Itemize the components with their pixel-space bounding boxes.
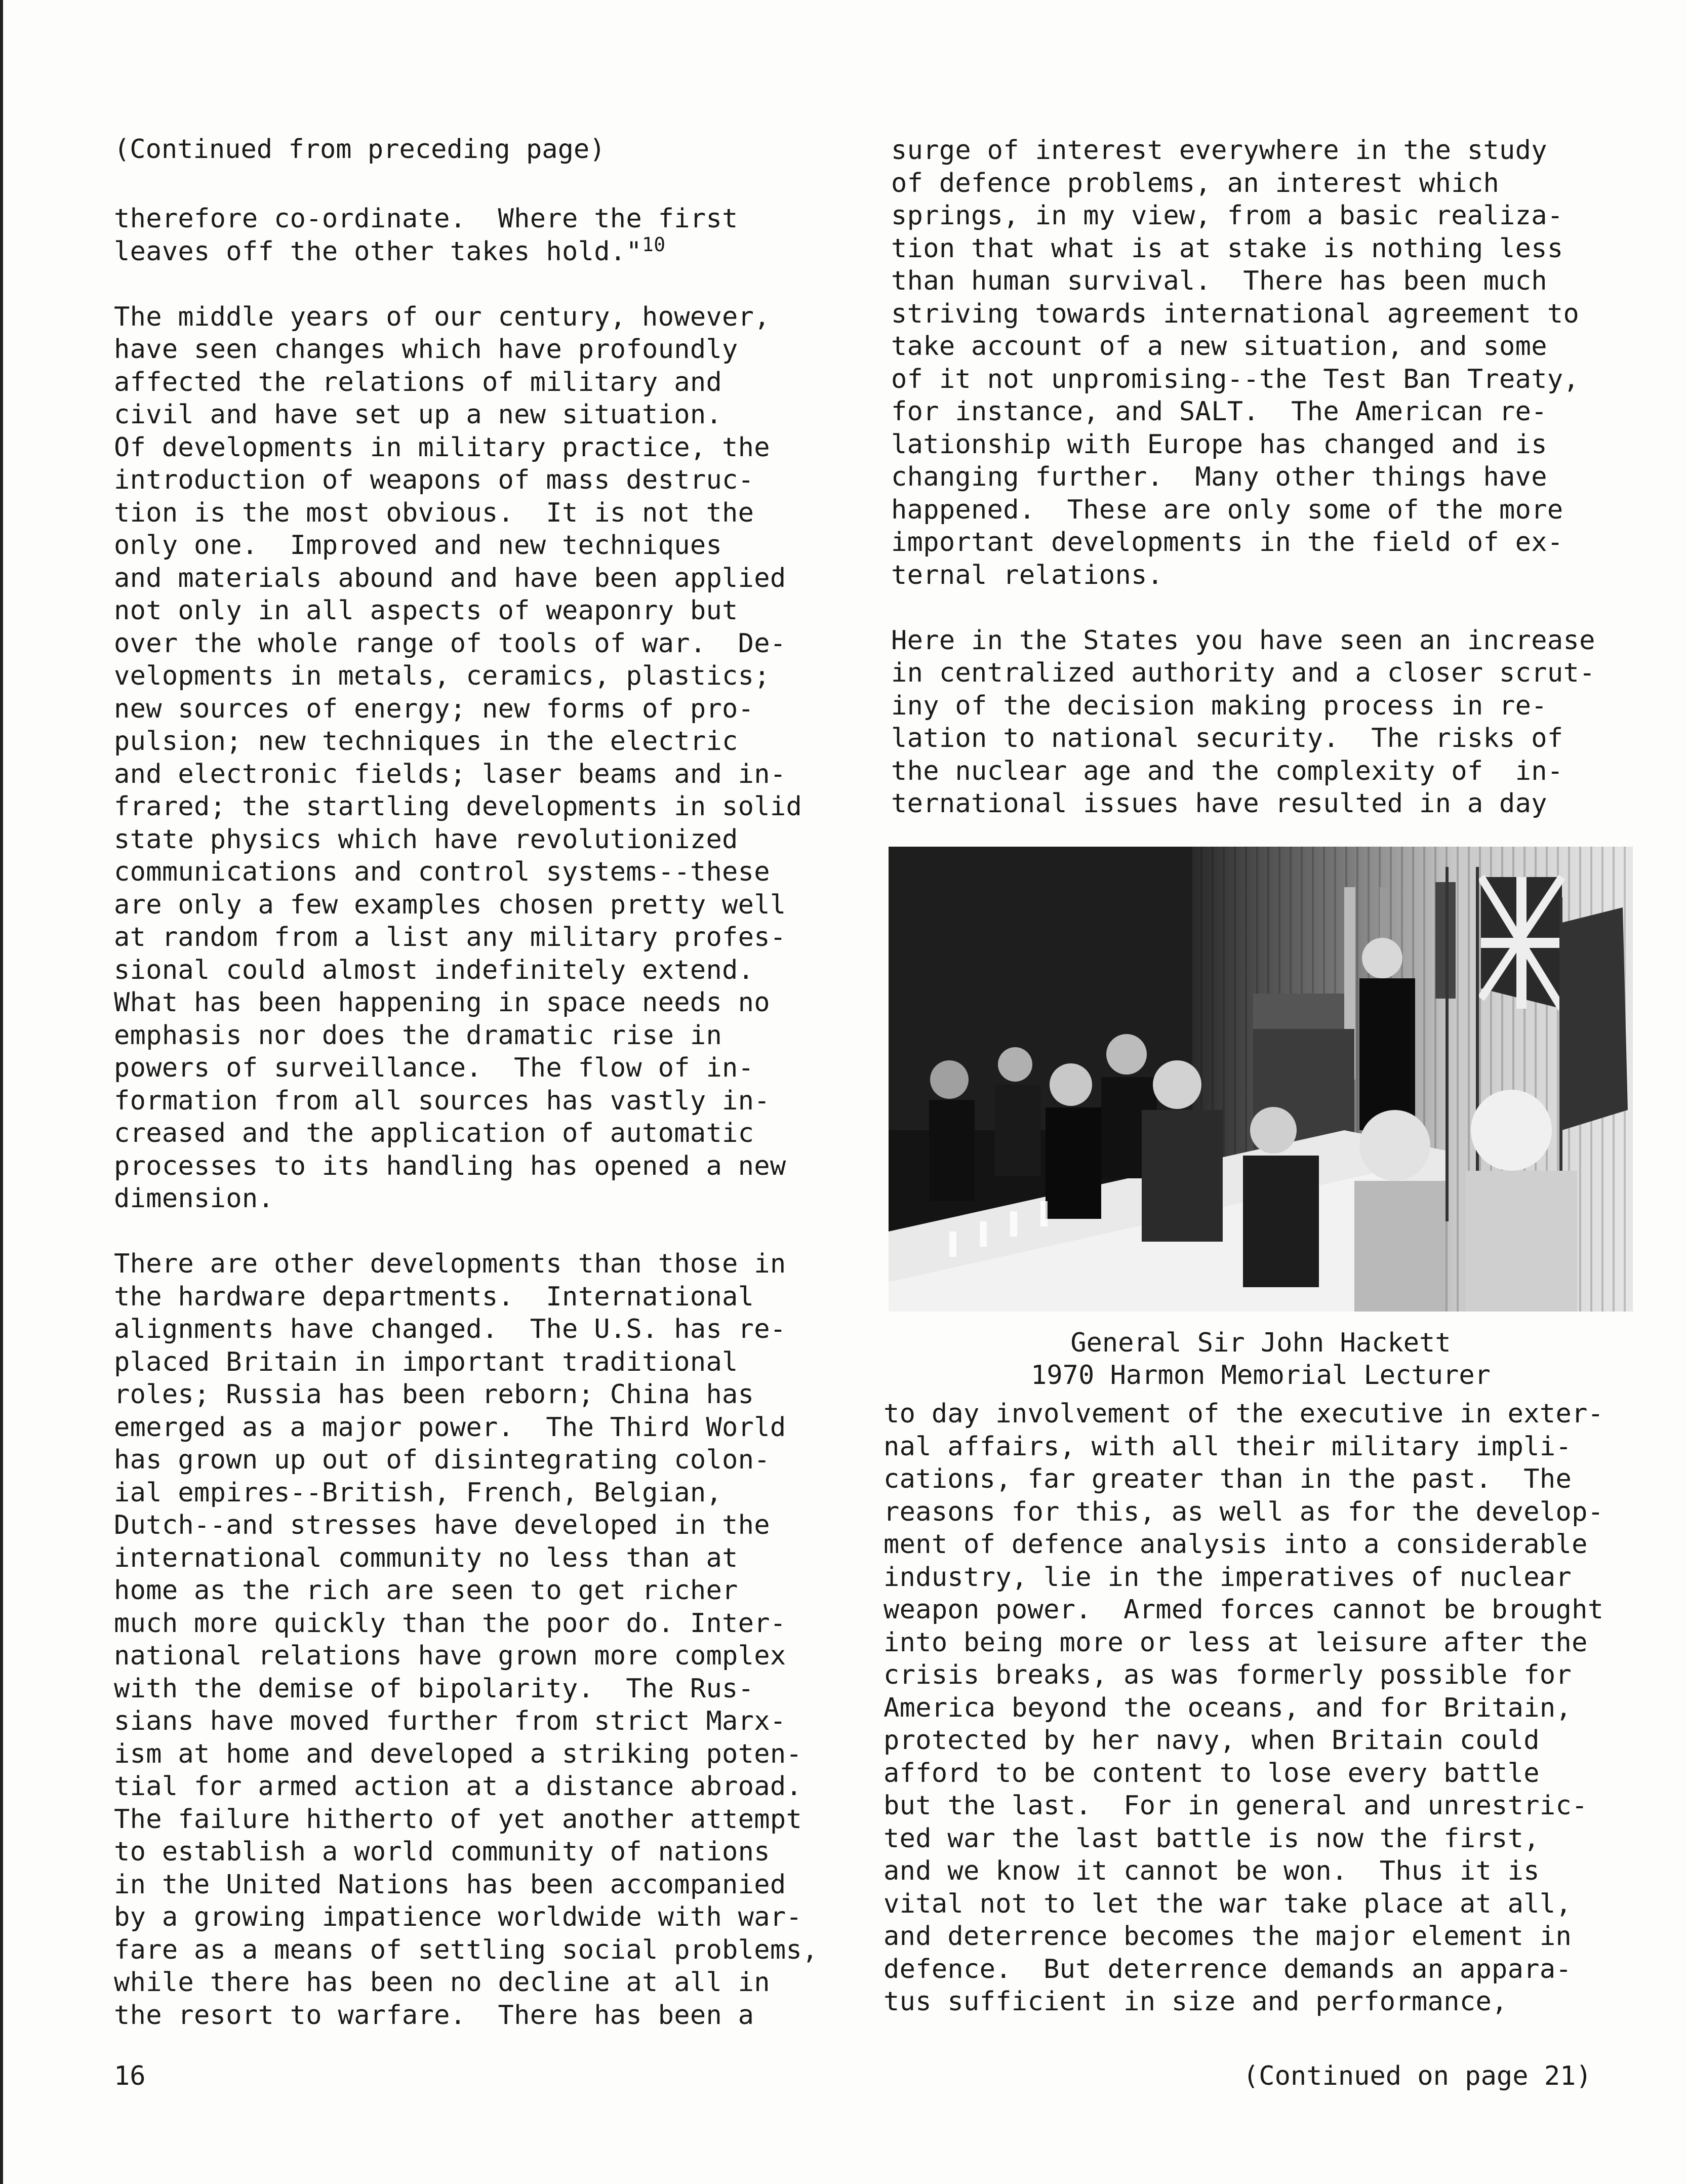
text-line: the resort to warfare. There has been a <box>114 2000 754 2031</box>
caption-title: 1970 Harmon Memorial Lecturer <box>1031 1360 1491 1391</box>
text-line: leaves off the other takes hold."$^{10}$ <box>114 233 666 267</box>
text-line: reasons for this, as well as for the develop- <box>883 1496 1604 1527</box>
text-line: emphasis nor does the dramatic rise in <box>114 1020 722 1051</box>
text-line: springs, in my view, from a basic realiza- <box>891 201 1563 231</box>
text-line: and electronic fields; laser beams and in- <box>114 759 786 789</box>
text-line: ment of defence analysis into a considerable <box>883 1529 1588 1560</box>
text-line: surge of interest everywhere in the study <box>891 135 1547 166</box>
text-line: changing further. Many other things have <box>891 462 1547 492</box>
text-line: home as the rich are seen to get richer <box>114 1575 738 1606</box>
banquet-photo <box>889 847 1633 1312</box>
text-line: has grown up out of disintegrating colon- <box>114 1445 770 1475</box>
text-line: international community no less than at <box>114 1542 738 1573</box>
text-line: ternational issues have resulted in a day <box>891 788 1547 819</box>
text-line: of defence problems, an interest which <box>891 168 1500 198</box>
text-line: by a growing impatience worldwide with war- <box>114 1902 802 1932</box>
text-line: fare as a means of settling social problems, <box>114 1934 818 1965</box>
text-line: much more quickly than the poor do. Inter- <box>114 1608 786 1639</box>
continued-from-note: (Continued from preceding page) <box>114 134 606 165</box>
text-line: roles; Russia has been reborn; China has <box>114 1379 754 1410</box>
text-line: creased and the application of automatic <box>114 1118 754 1148</box>
text-line: velopments in metals, ceramics, plastics; <box>114 661 770 691</box>
text-line: tion that what is at stake is nothing less <box>891 233 1563 264</box>
text-line: frared; the startling developments in solid <box>114 791 802 822</box>
text-line: civil and have set up a new situation. <box>114 400 722 430</box>
text-line: ism at home and developed a striking poten- <box>114 1738 802 1769</box>
text-line: the hardware departments. International <box>114 1281 754 1312</box>
text-line: the nuclear age and the complexity of in- <box>891 756 1563 786</box>
text-line: alignments have changed. The U.S. has re- <box>114 1314 786 1344</box>
text-line: therefore co-ordinate. Where the first <box>114 204 738 234</box>
text-line: in the United Nations has been accompanied <box>114 1869 786 1900</box>
scan-edge <box>0 0 3 2184</box>
text-line: protected by her navy, when Britain could <box>883 1725 1540 1756</box>
text-line: are only a few examples chosen pretty well <box>114 889 786 920</box>
text-line: to establish a world community of nations <box>114 1837 770 1867</box>
text-line: cations, far greater than in the past. The <box>883 1464 1572 1494</box>
text-line: while there has been no decline at all in <box>114 1967 770 1998</box>
text-line: important developments in the field of ex- <box>891 527 1563 558</box>
text-line: ted war the last battle is now the first, <box>883 1823 1540 1854</box>
text-line: not only in all aspects of weaponry but <box>114 595 738 626</box>
text-line: ial empires--British, French, Belgian, <box>114 1477 722 1508</box>
text-line: for instance, and SALT. The American re- <box>891 396 1547 427</box>
text-line: ternal relations. <box>891 560 1163 590</box>
paragraph-gap <box>891 591 1595 624</box>
text-line: but the last. For in general and unrestric- <box>883 1791 1588 1821</box>
text-line: and deterrence becomes the major element in <box>883 1921 1572 1952</box>
text-line: iny of the decision making process in re- <box>891 690 1547 721</box>
text-line: crisis breaks, as was formerly possible for <box>883 1660 1572 1690</box>
right-column-top <box>891 134 1595 820</box>
text-line: lation to national security. The risks of <box>891 723 1563 753</box>
text-line: dimension. <box>114 1183 274 1214</box>
text-line: vital not to let the war take place at all, <box>883 1888 1572 1919</box>
text-line: America beyond the oceans, and for Britain, <box>883 1692 1572 1723</box>
text-line: processes to its handling has opened a new <box>114 1150 786 1181</box>
text-line: in centralized authority and a closer scrut- <box>891 658 1595 688</box>
text-line: into being more or less at leisure after the <box>883 1627 1588 1658</box>
paragraph-gap <box>114 1215 818 1248</box>
text-line: with the demise of bipolarity. The Rus- <box>114 1673 754 1704</box>
text-line: over the whole range of tools of war. De- <box>114 628 786 659</box>
text-line: only one. Improved and new techniques <box>114 530 722 561</box>
text-line: have seen changes which have profoundly <box>114 334 738 365</box>
text-line: and materials abound and have been applied <box>114 563 786 593</box>
text-line: than human survival. There has been much <box>891 266 1547 296</box>
text-line: Here in the States you have seen an increase <box>891 625 1595 656</box>
text-line: weapon power. Armed forces cannot be brought <box>883 1595 1604 1625</box>
text-line: formation from all sources has vastly in- <box>114 1085 770 1116</box>
text-line: lationship with Europe has changed and is <box>891 429 1547 460</box>
text-line: nal affairs, with all their military impli- <box>883 1431 1572 1462</box>
text-line: industry, lie in the imperatives of nuclear <box>883 1562 1572 1593</box>
text-line: The middle years of our century, however, <box>114 301 770 332</box>
text-line: powers of surveillance. The flow of in- <box>114 1053 754 1083</box>
text-line: take account of a new situation, and some <box>891 331 1547 362</box>
text-line: Dutch--and stresses have developed in the <box>114 1510 770 1540</box>
text-line: new sources of energy; new forms of pro- <box>114 693 754 724</box>
text-line: sians have moved further from strict Marx- <box>114 1706 786 1736</box>
text-line: happened. These are only some of the more <box>891 494 1563 525</box>
text-line: sional could almost indefinitely extend. <box>114 955 754 985</box>
text-line: introduction of weapons of mass destruc- <box>114 465 754 495</box>
page-number: 16 <box>114 2061 146 2091</box>
continued-on-note: (Continued on page 21) <box>1243 2061 1592 2091</box>
text-line: The failure hitherto of yet another attempt <box>114 1804 802 1835</box>
caption-name: General Sir John Hackett <box>1070 1328 1451 1358</box>
text-line: pulsion; new techniques in the electric <box>114 726 738 757</box>
text-line: tus sufficient in size and performance, <box>883 1987 1508 2017</box>
text-line: What has been happening in space needs no <box>114 987 770 1018</box>
text-line: affected the relations of military and <box>114 367 722 398</box>
text-line: of it not unpromising--the Test Ban Treaty, <box>891 364 1580 394</box>
text-line: national relations have grown more complex <box>114 1641 786 1671</box>
text-line: and we know it cannot be won. Thus it is <box>883 1856 1540 1886</box>
text-line: tial for armed action at a distance abroad. <box>114 1771 802 1802</box>
banquet-photo-image <box>889 847 1633 1312</box>
text-line: striving towards international agreement to <box>891 298 1580 329</box>
text-line: defence. But deterrence demands an appara- <box>883 1954 1572 1984</box>
text-line: state physics which have revolutionized <box>114 824 738 855</box>
photo-caption <box>889 1327 1633 1392</box>
text-line: afford to be content to lose every battle <box>883 1758 1540 1789</box>
text-line: tion is the most obvious. It is not the <box>114 497 754 528</box>
left-column <box>114 203 818 2032</box>
right-column-bottom <box>883 1398 1603 2018</box>
text-line: Of developments in military practice, the <box>114 432 770 463</box>
text-line: at random from a list any military profes- <box>114 922 786 952</box>
footnote-marker: 10 <box>642 233 666 256</box>
text-line: placed Britain in important traditional <box>114 1346 738 1377</box>
paragraph-gap <box>114 268 818 301</box>
text-line: to day involvement of the executive in exter- <box>883 1399 1604 1429</box>
text-line: communications and control systems--these <box>114 857 770 887</box>
text-line: There are other developments than those in <box>114 1249 786 1279</box>
text-line: emerged as a major power. The Third World <box>114 1412 786 1443</box>
